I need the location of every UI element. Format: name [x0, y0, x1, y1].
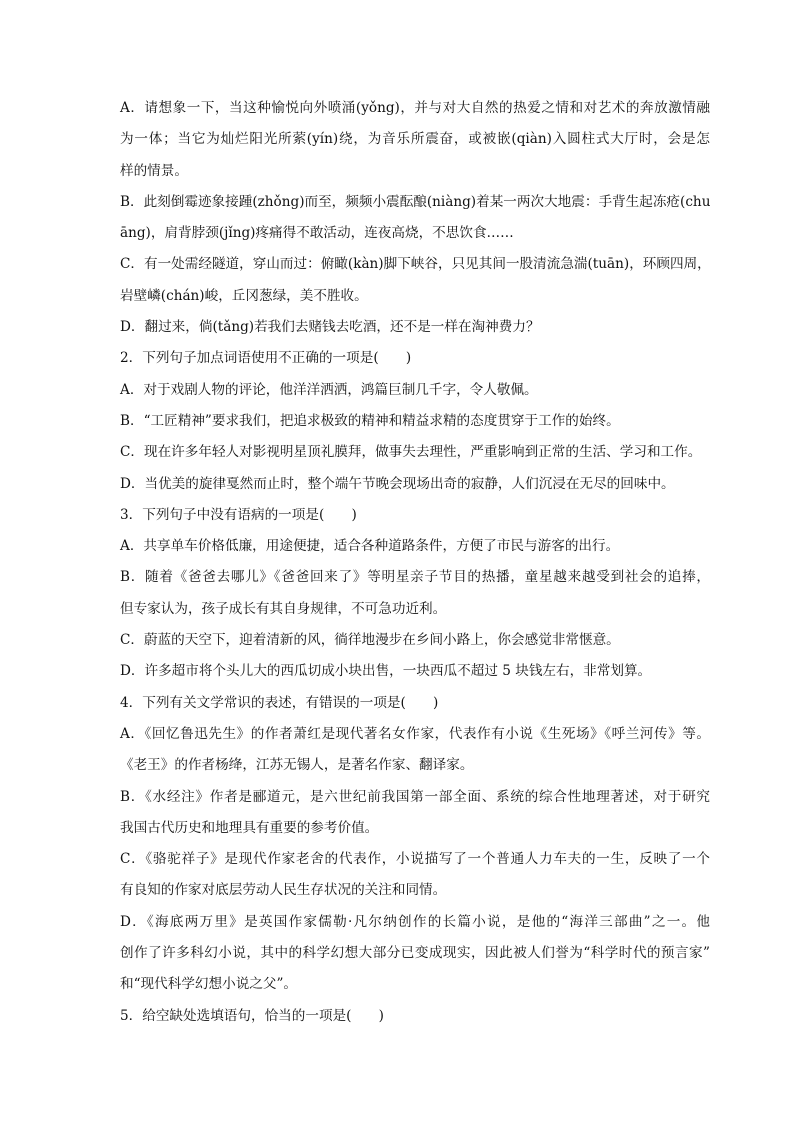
text-line: 样的情景。: [120, 162, 188, 179]
text-line: 有良知的作家对底层劳动人民生存状况的关注和同情。: [120, 882, 447, 899]
text-line: C．现在许多年轻人对影视明星顶礼膜拜，做事失去理性，严重影响到正常的生活、学习和工作。: [120, 444, 702, 461]
text-line: B．“工匠精神”要求我们，把追求极致的精神和精益求精的态度贯穿于工作的始终。: [120, 412, 620, 429]
text-line: D．翻过来，倘(tǎng)若我们去赌钱去吃酒，还不是一样在淘神费力？: [120, 319, 540, 336]
text-line: B．此刻倒霉迹象接踵(zhǒng)而至，频频小震酝酿(niàng)着某一两次大地震：手背生起冻疮(chu: [120, 193, 711, 210]
text-line: B．随着《爸爸去哪儿》《爸爸回来了》等明星亲子节目的热播，童星越来越受到社会的追捧，: [120, 569, 710, 586]
text-line: 3．下列句子中没有语病的一项是( ): [120, 506, 357, 523]
text-line: C．有一处需经隧道，穿山而过：俯瞰(kàn)脚下峡谷，只见其间一股清流急湍(tuān)，环顾四周，: [120, 256, 711, 273]
text-line: 但专家认为，孩子成长有其自身规律，不可急功近利。: [120, 600, 447, 617]
text-line: D．当优美的旋律戛然而止时，整个端午节晚会现场出奇的寂静，人们沉浸在无尽的回味中。: [120, 475, 675, 492]
text-line: D．许多超市将个头儿大的西瓜切成小块出售，一块西瓜不超过 5 块钱左右，非常划算。: [120, 663, 652, 680]
text-line: 创作了许多科幻小说，其中的科学幻想大部分已变成现实，因此被人们誉为“科学时代的预言家”: [120, 945, 710, 962]
text-line: 和“现代科学幻想小说之父”。: [120, 976, 298, 993]
text-line: A．请想象一下，当这种愉悦向外喷涌(yǒng)，并与对大自然的热爱之情和对艺术的奔放激情融: [120, 100, 710, 116]
document-body: [120, 93, 710, 1032]
text-line: C．《骆驼祥子》是现代作家老舍的代表作，小说描写了一个普通人力车夫的一生，反映了一个: [120, 851, 710, 868]
text-line: 岩壁嶙(chán)峻，丘冈葱绿，美不胜收。: [120, 287, 368, 304]
text-line: D．《海底两万里》是英国作家儒勒·凡尔纳创作的长篇小说，是他的“海洋三部曲”之一。他: [120, 913, 710, 930]
text-line: A．共享单车价格低廉，用途便捷，适合各种道路条件，方便了市民与游客的出行。: [120, 538, 620, 555]
text-line: A．对于戏剧人物的评论，他洋洋洒洒，鸿篇巨制几千字，令人敬佩。: [120, 381, 538, 398]
text-line: 《老王》的作者杨绛，江苏无锡人，是著名作家、翻译家。: [120, 757, 474, 774]
text-line: āng)，肩背脖颈(jǐng)疼痛得不敢活动，连夜高烧，不思饮食……: [120, 225, 514, 242]
text-line: C．蔚蓝的天空下，迎着清新的风，徜徉地漫步在乡间小路上，你会感觉非常惬意。: [120, 632, 620, 649]
text-line: 4．下列有关文学常识的表述，有错误的一项是( ): [120, 694, 439, 711]
text-line: 2．下列句子加点词语使用不正确的一项是( ): [120, 350, 412, 367]
text-line: 为一体；当它为灿烂阳光所萦(yín)绕，为音乐所震奋，或被嵌(qiàn)入圆柱式大厅时，会是怎: [120, 131, 710, 148]
text-line: 我国古代历史和地理具有重要的参考价值。: [120, 819, 379, 836]
text-line: A．《回忆鲁迅先生》的作者萧红是现代著名女作家，代表作有小说《生死场》《呼兰河传》等。: [120, 725, 710, 742]
text-line: 5．给空缺处选填语句，恰当的一项是( ): [120, 1007, 384, 1024]
text-line: B．《水经注》作者是郦道元，是六世纪前我国第一部全面、系统的综合性地理著述，对于研究: [120, 788, 710, 805]
